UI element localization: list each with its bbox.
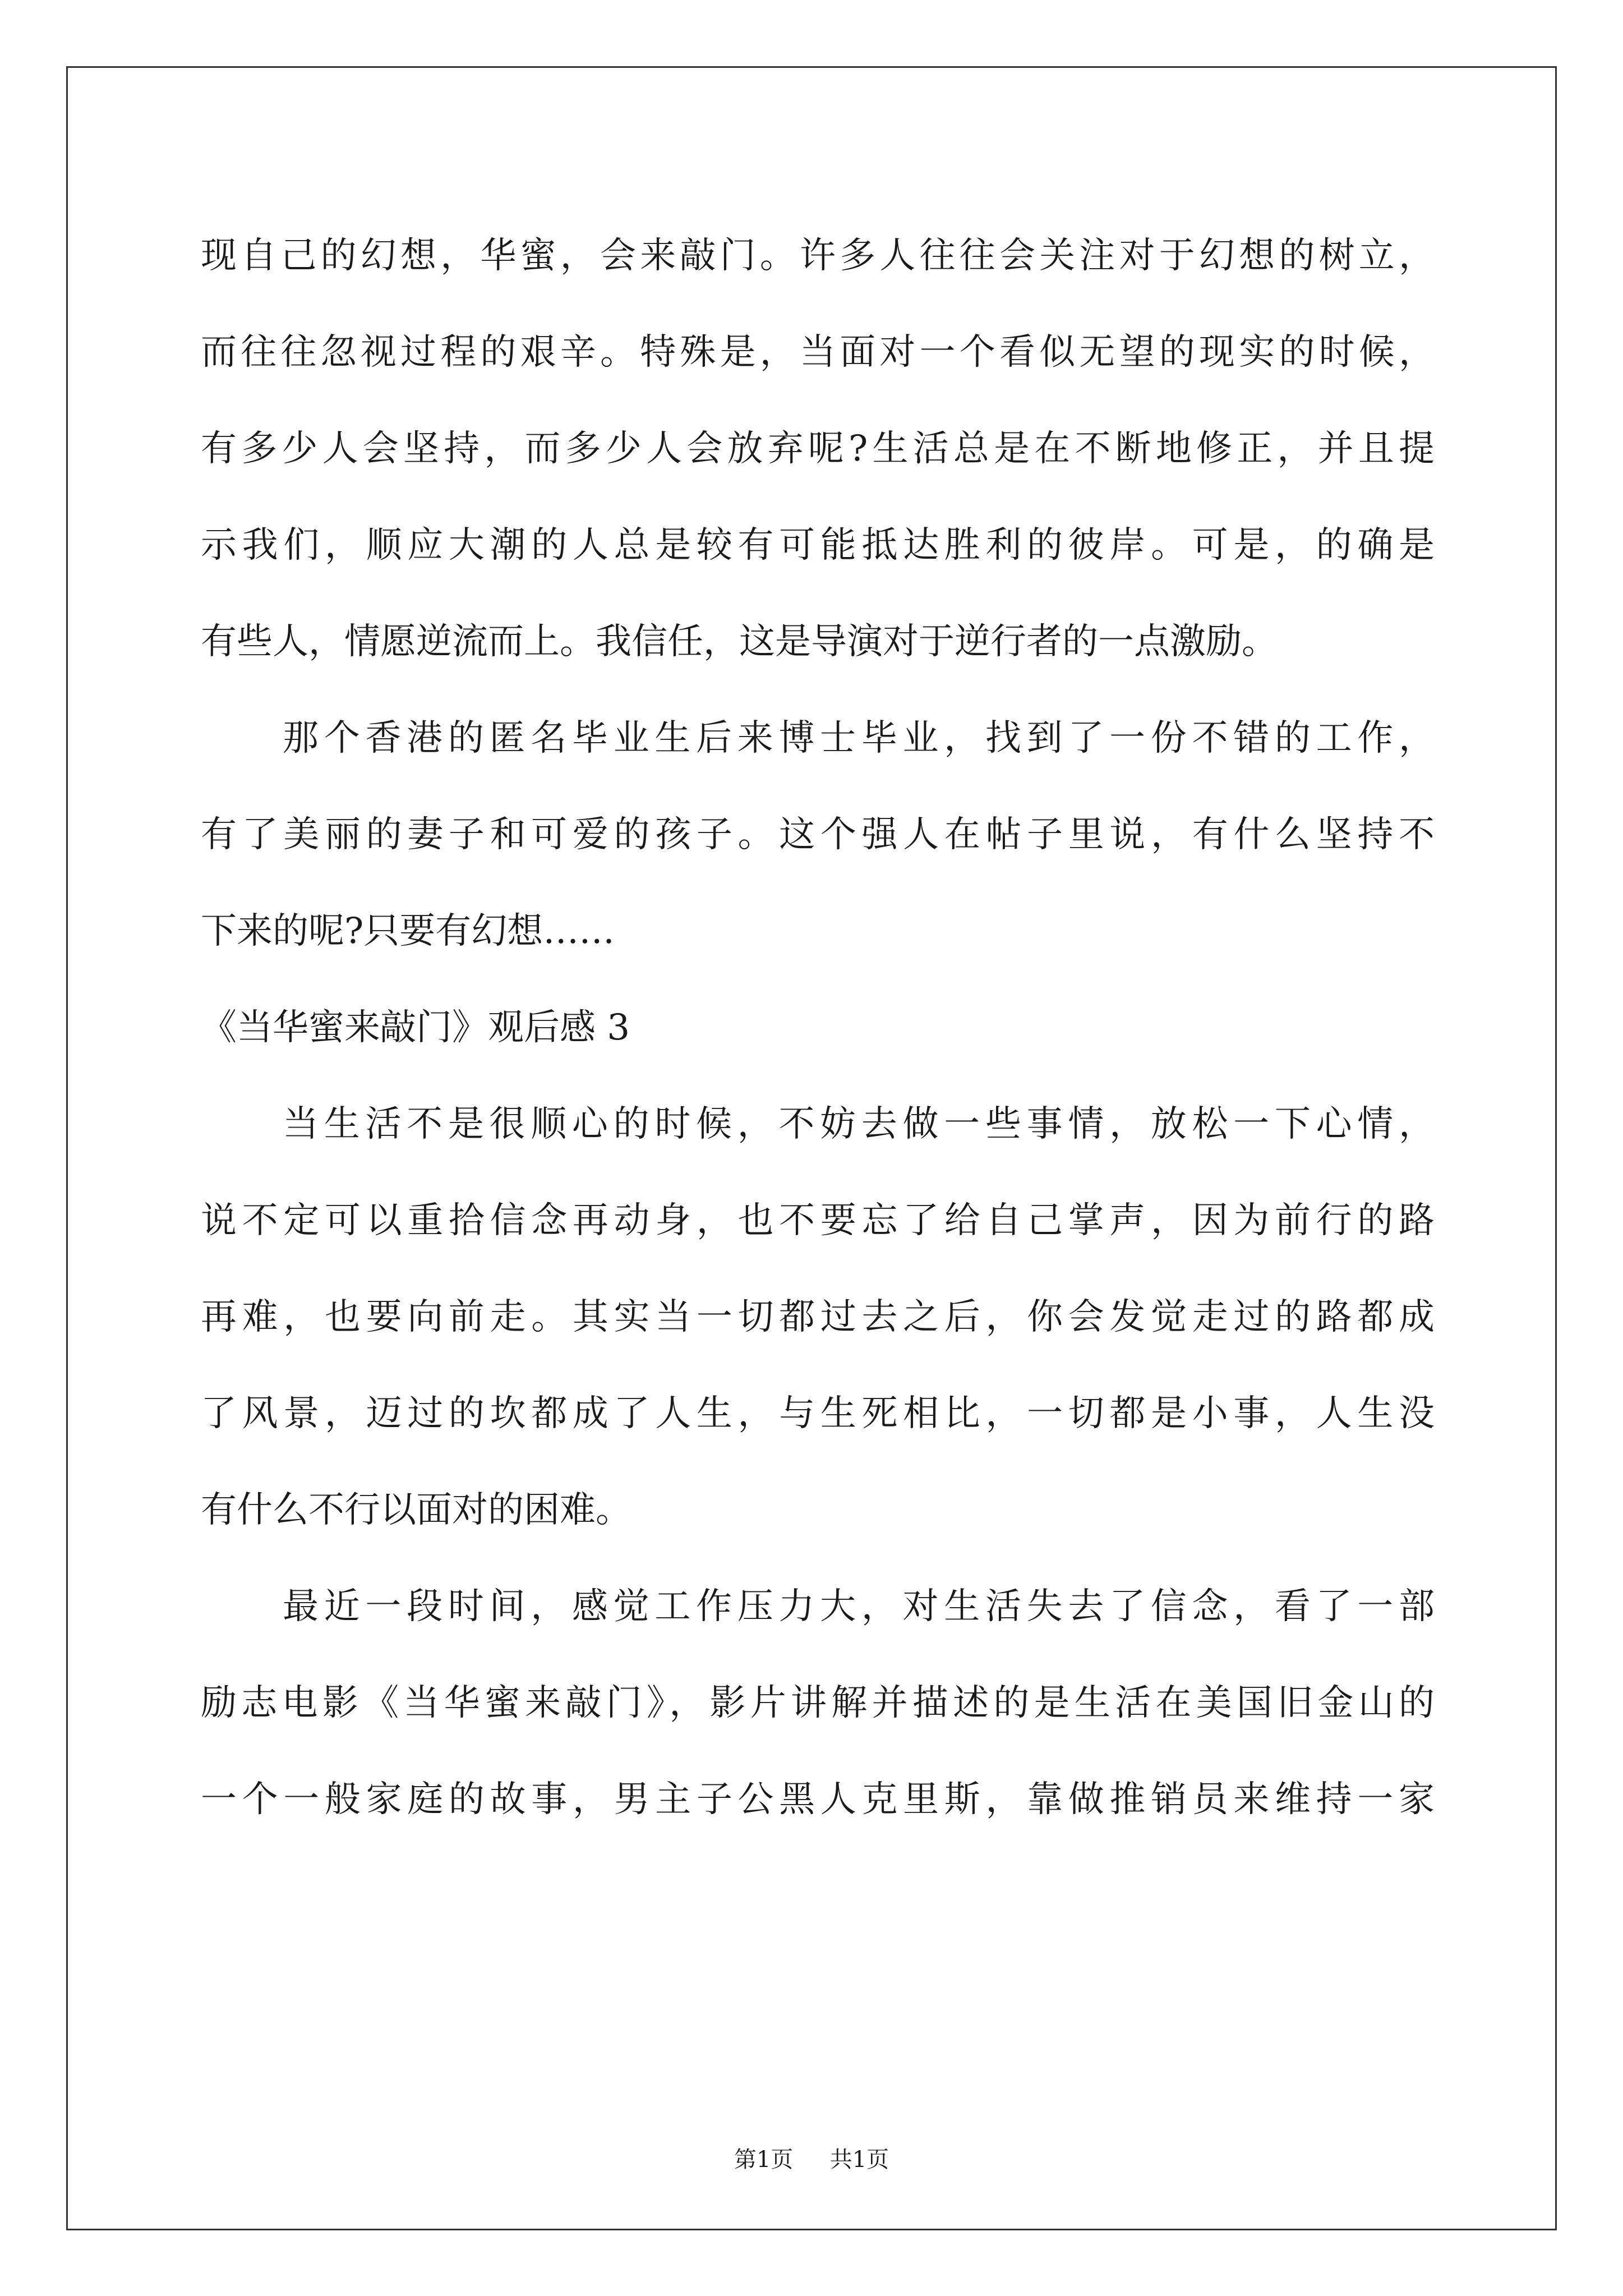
text-line: 那个香港的匿名毕业生后来博士毕业，找到了一份不错的工作， (283, 717, 1435, 759)
text-line: 有些人，情愿逆流而上。我信任，这是导演对于逆行者的一点激励。 (201, 621, 1278, 662)
text-line: 示我们，顺应大潮的人总是较有可能抵达胜利的彼岸。可是，的确是 (201, 524, 1435, 566)
text-line: 而往往忽视过程的艰辛。特殊是，当面对一个看似无望的现实的时候， (201, 332, 1435, 373)
text-line: 说不定可以重拾信念再动身，也不要忘了给自己掌声，因为前行的路 (201, 1200, 1435, 1241)
text-line: 当生活不是很顺心的时候，不妨去做一些事情，放松一下心情， (283, 1103, 1435, 1145)
page-total: 共1页 (829, 2147, 889, 2173)
text-line: 一个一般家庭的故事，男主子公黑人克里斯，靠做推销员来维持一家 (201, 1779, 1435, 1820)
paragraph-3 (201, 1076, 1435, 1558)
text-line: 励志电影《当华蜜来敲门》，影片讲解并描述的是生活在美国旧金山的 (201, 1682, 1435, 1724)
text-line: 最近一段时间，感觉工作压力大，对生活失去了信念，看了一部 (283, 1586, 1435, 1627)
paragraph-2 (201, 690, 1435, 979)
paragraph-4 (201, 1558, 1435, 1848)
document-body (201, 208, 1435, 1848)
page-number: 第1页 (734, 2147, 794, 2173)
section-heading: 《当华蜜来敲门》观后感 3 (201, 1007, 630, 1048)
text-line: 了风景，迈过的坎都成了人生，与生死相比，一切都是小事，人生没 (201, 1393, 1435, 1434)
text-line: 再难，也要向前走。其实当一切都过去之后，你会发觉走过的路都成 (201, 1296, 1435, 1338)
text-line: 现自己的幻想，华蜜，会来敲门。许多人往往会关注对于幻想的树立， (201, 235, 1435, 277)
page-footer (0, 2143, 1623, 2177)
text-line: 有多少人会坚持，而多少人会放弃呢?生活总是在不断地修正，并且提 (201, 428, 1435, 470)
text-line: 有了美丽的妻子和可爱的孩子。这个强人在帖子里说，有什么坚持不 (201, 814, 1435, 855)
paragraph-1 (201, 208, 1435, 690)
text-line: 有什么不行以面对的困难。 (201, 1489, 631, 1531)
text-line: 下来的呢?只要有幻想…… (201, 910, 615, 952)
